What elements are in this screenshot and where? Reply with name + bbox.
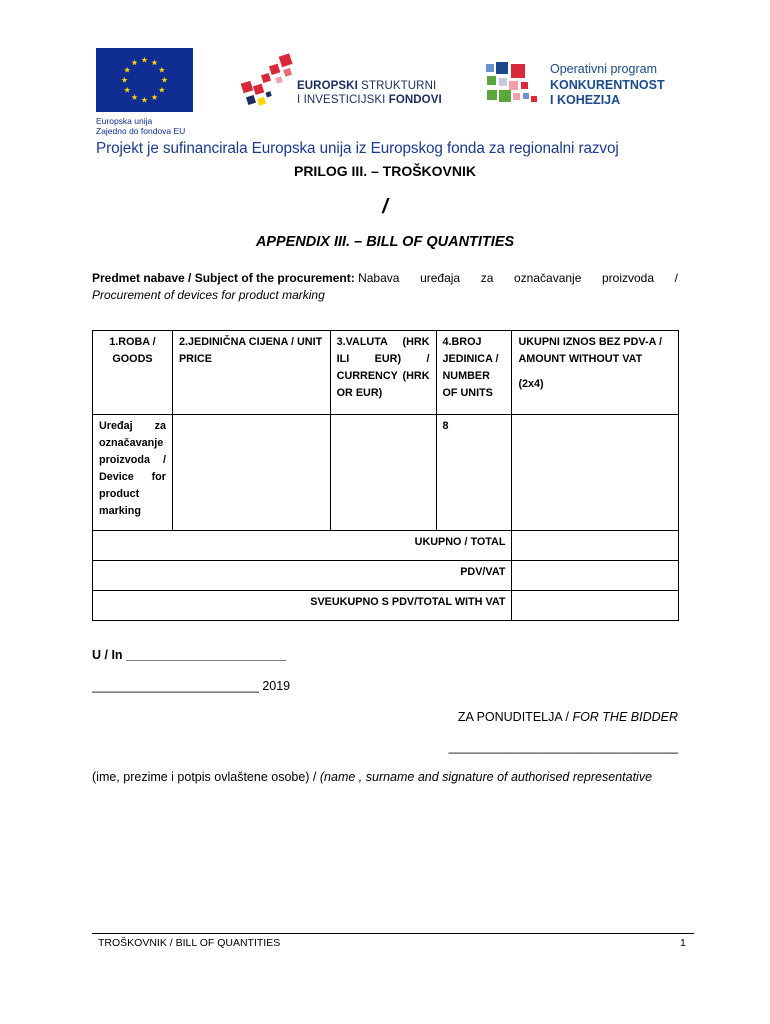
vat-row [93, 561, 679, 591]
subject-word: uređaja [420, 271, 461, 285]
esif-line2-bold: FONDOVI [388, 94, 442, 106]
header-amount-label: UKUPNI IZNOS BEZ PDV-A / AMOUNT WITHOUT VAT [518, 336, 663, 365]
eu-star [131, 59, 137, 65]
date-field[interactable]: ________________________ 2019 [92, 679, 291, 693]
cell-units: 8 [436, 415, 512, 531]
eu-star [141, 57, 147, 63]
eu-star [151, 59, 157, 65]
eu-star [159, 87, 165, 93]
eu-star [121, 77, 127, 83]
esif-logo [240, 52, 470, 112]
opk-line3: I KOHEZIJA [550, 93, 621, 107]
bidder-label-en: FOR THE BIDDER [572, 710, 678, 724]
bidder-label [458, 710, 678, 724]
total-label: UKUPNO / TOTAL [93, 531, 512, 561]
header-goods: 1.ROBA / GOODS [93, 331, 173, 415]
eu-caption [96, 116, 196, 136]
table-header-row [93, 331, 679, 415]
cell-currency[interactable] [330, 415, 436, 531]
signature-line[interactable]: _________________________________ [448, 740, 678, 754]
vat-label: PDV/VAT [93, 561, 512, 591]
eu-flag-icon [96, 48, 193, 112]
cell-goods: Uređaj za označavanje proizvoda / Device for product marking [93, 415, 173, 531]
table-row [93, 415, 679, 531]
header-unit-price: 2.JEDINIČNA CIJENA / UNIT PRICE [172, 331, 330, 415]
project-funding-line: Projekt je sufinancirala Europska unija iz Europskog fonda za regionalni razvoj [96, 140, 619, 157]
opk-line1: Operativni program [550, 62, 657, 76]
eu-star [151, 94, 157, 100]
opk-squares-icon [484, 60, 544, 108]
esif-line2-rest: I INVESTICIJSKI [297, 94, 389, 106]
eu-star [131, 94, 137, 100]
title-english: APPENDIX III. – BILL OF QUANTITIES [255, 234, 515, 250]
esif-squares-icon [240, 52, 300, 112]
header-amount-formula: (2x4) [518, 378, 544, 390]
opk-logo [484, 60, 684, 110]
eu-star [124, 87, 130, 93]
cell-unit-price[interactable] [172, 415, 330, 531]
title-croatian: PRILOG III. – TROŠKOVNIK [293, 163, 477, 179]
footer-divider [92, 933, 694, 934]
bill-of-quantities-table [92, 330, 679, 621]
title-separator: / [382, 196, 388, 218]
header-units: 4.BROJ JEDINICA / NUMBER OF UNITS [436, 331, 512, 415]
eu-star [141, 97, 147, 103]
grand-total-value[interactable] [512, 591, 679, 621]
eu-caption-line1: Europska unija [96, 116, 153, 126]
opk-wordmark [550, 62, 665, 109]
header-amount [512, 331, 679, 415]
grand-total-row [93, 591, 679, 621]
total-value[interactable] [512, 531, 679, 561]
vat-value[interactable] [512, 561, 679, 591]
footer-title: TROŠKOVNIK / BILL OF QUANTITIES [98, 937, 281, 949]
eu-caption-line2: Zajedno do fondova EU [96, 126, 186, 136]
subject-word: proizvoda [602, 271, 655, 285]
signatory-caption [92, 770, 652, 784]
header-currency: 3.VALUTA (HRK ILI EUR) / CURRENCY (HRK OR EUR) [330, 331, 436, 415]
subject-line2: Procurement of devices for product marking [92, 288, 325, 302]
subject-word: za [480, 271, 494, 285]
esif-line1-bold: EUROPSKI [297, 80, 358, 92]
signatory-caption-en: (name , surname and signature of authorised representative [319, 770, 653, 784]
page-number: 1 [680, 937, 686, 949]
eu-star [124, 67, 130, 73]
signatory-caption-hr: (ime, prezime i potpis ovlaštene osobe) / [92, 770, 320, 784]
subject-line1 [92, 270, 678, 287]
subject-word: označavanje [514, 271, 582, 285]
total-row [93, 531, 679, 561]
place-field[interactable]: U / In _______________________ [92, 648, 286, 662]
cell-amount[interactable] [512, 415, 679, 531]
opk-line2: KONKURENTNOST [550, 77, 665, 92]
esif-wordmark [297, 79, 442, 107]
esif-line1-rest: STRUKTURNI [357, 80, 437, 92]
subject-label: Predmet nabave / Subject of the procurement: [92, 271, 355, 285]
subject-word: Nabava [358, 271, 400, 285]
eu-star [159, 67, 165, 73]
procurement-subject [92, 270, 678, 304]
bidder-label-hr: ZA PONUDITELJA / [457, 710, 573, 724]
eu-logo [96, 48, 196, 136]
grand-total-label: SVEUKUPNO S PDV/TOTAL WITH VAT [93, 591, 512, 621]
eu-star [161, 77, 167, 83]
subject-word: / [674, 271, 678, 285]
